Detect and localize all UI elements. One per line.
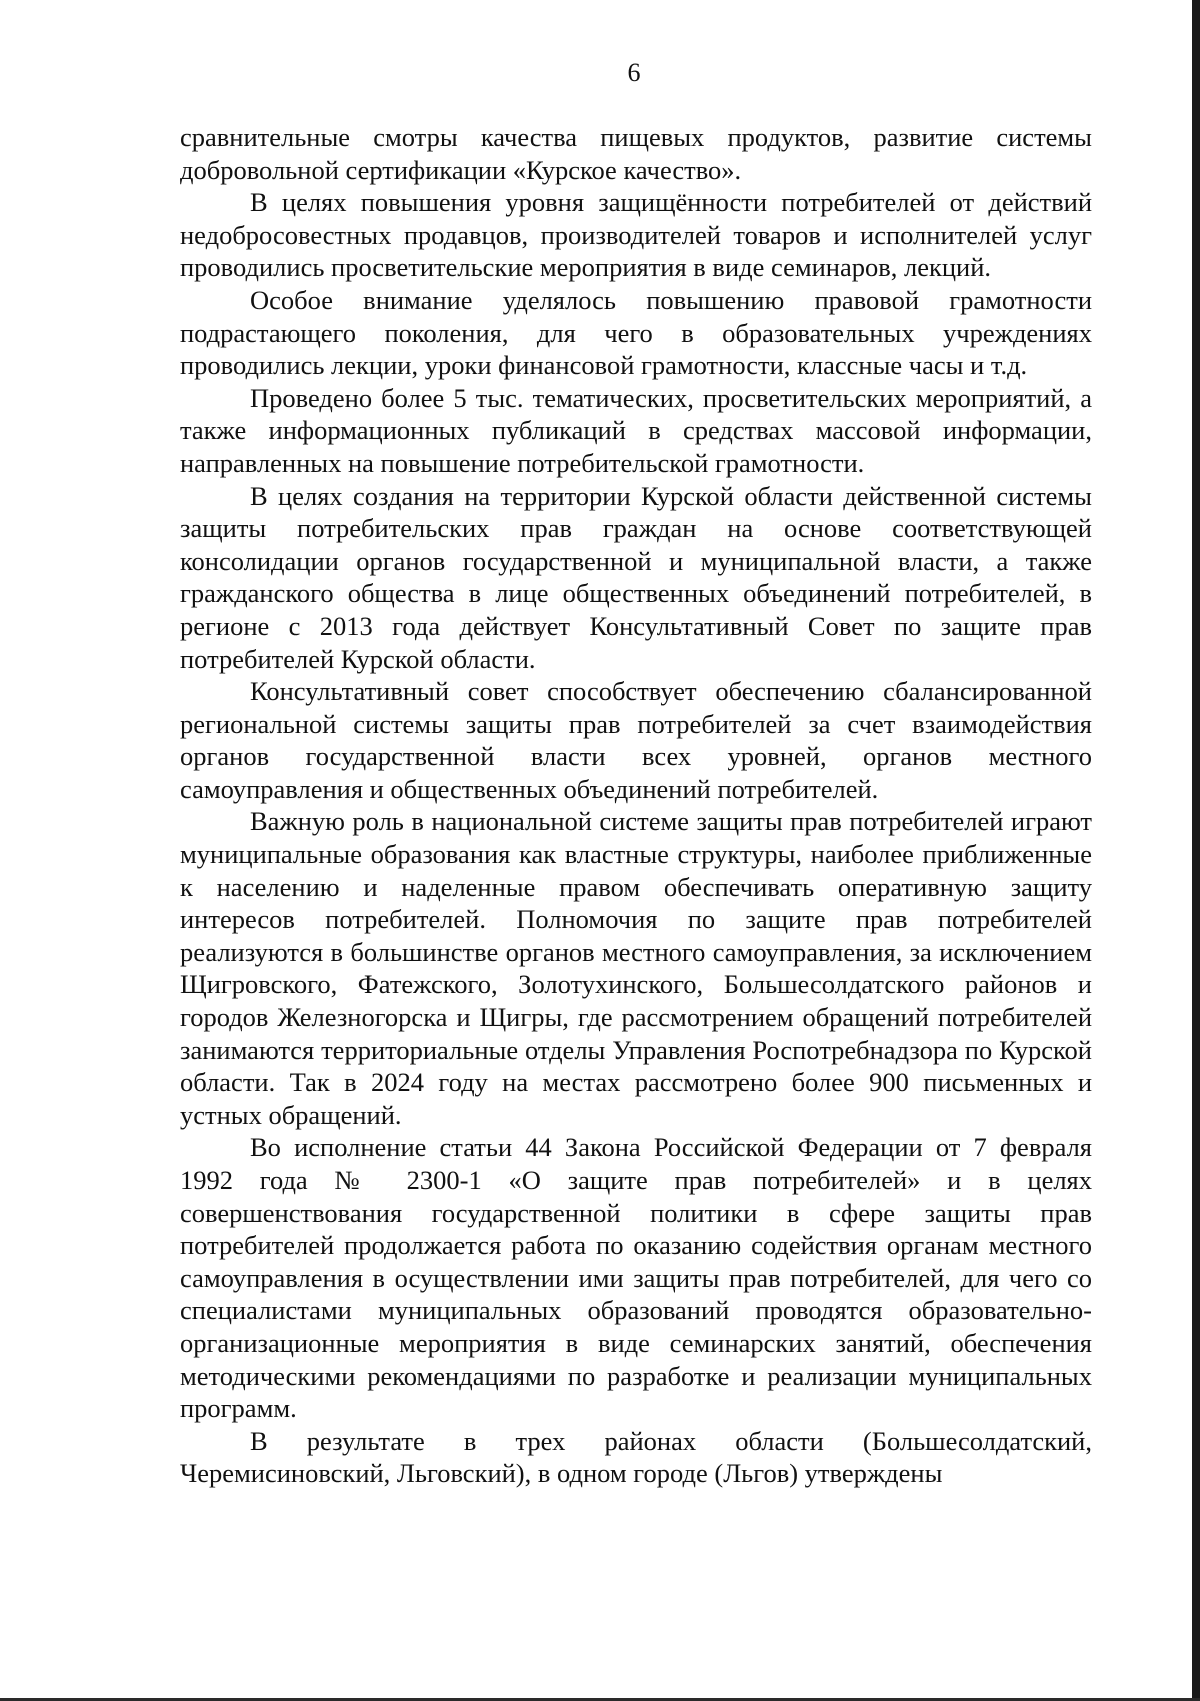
paragraph-advisory-council: В целях создания на территории Курской области действенной системы защиты потребительских прав граждан на основе соответствующей консолидации органов государственной и муниципальной власти, а также гражданского общества в лице общественных объединений потребителей, в регионе с 2013 года действует Консультативный Совет по защите прав потребителей Курской области.: [180, 480, 1092, 674]
page-number: 6: [627, 58, 641, 87]
paragraph-education-events: В целях повышения уровня защищённости потребителей от действий недобросовестных продавцов, производителей товаров и исполнителей услуг проводились просветительские мероприятия в виде семинаров, лекций.: [180, 187, 1092, 283]
paragraph-legal-literacy: Особое внимание уделялось повышению правовой грамотности подрастающего поколения, для чего в образовательных учреждениях проводились лекции, уроки финансовой грамотности, классные часы и т.д.: [180, 284, 1092, 381]
paragraph-council-role: Консультативный совет способствует обеспечению сбалансированной региональной системы защиты прав потребителей за счет взаимодействия органов государственной власти всех уровней, органов местного самоуправления и общественных объединений потребителей.: [180, 676, 1092, 804]
paragraph-events-count: Проведено более 5 тыс. тематических, просветительских мероприятий, а также информационных публикаций в средствах массовой информации, направленных на повышение потребительской грамотности.: [180, 382, 1092, 478]
paragraph-continuation: сравнительные смотры качества пищевых продуктов, развитие системы добровольной сертификации «Курское качество».: [180, 122, 1092, 185]
paragraph-results: В результате в трех районах области (Большесолдатский, Черемисиновский, Льговский), в одном городе (Льгов) утверждены: [180, 1425, 1092, 1489]
scan-edge-right: [1192, 0, 1200, 1701]
paragraph-law-article-44: Во исполнение статьи 44 Закона Российской Федерации от 7 февраля 1992 года № 2300-1 «О защите прав потребителей» и в целях совершенствования государственной политики в сфере защиты прав потребителей продолжается работа по оказанию содействия органам местного самоуправления в осуществлении ими защиты прав потребителей, для чего со специалистами муниципальных образований проводятся образовательно-организационные мероприятия в виде семинарских занятий, обеспечения методическими рекомендациями по разработке и реализации муниципальных программ.: [180, 1132, 1092, 1424]
document-body: [180, 121, 1092, 1490]
paragraph-municipalities: Важную роль в национальной системе защиты прав потребителей играют муниципальные образования как властные структуры, наиболее приближенные к населению и наделенные правом обеспечивать оперативную защиту интересов потребителей. Полномочия по защите прав потребителей реализуются в большинстве органов местного самоуправления, за исключением Щигровского, Фатежского, Золотухинского, Большесолдатского районов и городов Железногорска и Щигры, где рассмотрением обращений потребителей занимаются территориальные отделы Управления Роспотребнадзора по Курской области. Так в 2024 году на местах рассмотрено более 900 письменных и устных обращений.: [180, 806, 1092, 1130]
